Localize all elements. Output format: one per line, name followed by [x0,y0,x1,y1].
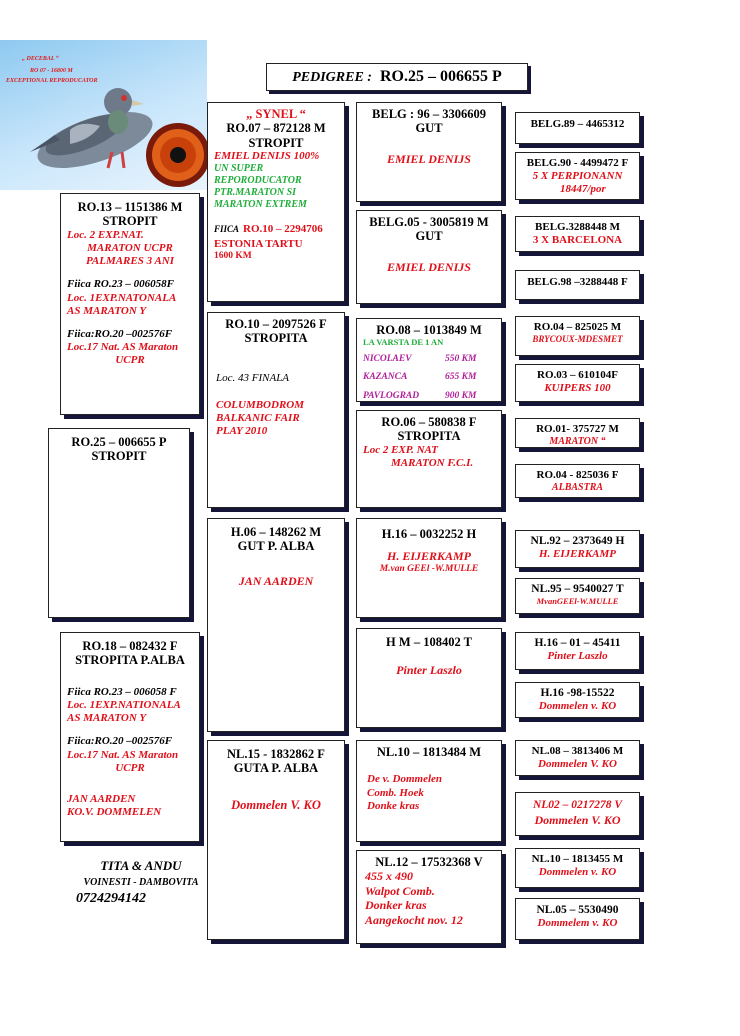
gen3-dss-card [356,518,502,618]
dam-card [60,632,200,842]
dam-note-6: UCPR [115,761,145,774]
ds-color: GUT P. ALBA [237,539,315,554]
gen3-ddd-card [356,850,502,944]
owner-info [66,858,216,907]
dd-ring: NL.15 - 1832862 F [227,747,325,761]
ss-ring: RO.07 – 872128 M [226,121,326,136]
photo-caption-name: „ DECEBAL “ [22,56,59,62]
ss-green-1: UN SUPER [214,163,264,175]
gen4-card-13 [515,740,640,776]
sds-race-2: KAZANCA 655 KM [363,372,477,383]
gen4-note-11: Pinter Laszlo [547,650,608,663]
ss-name: „ SYNEL “ [246,107,306,121]
gen3-sss-card [356,102,502,202]
title-label: PEDIGREE : [292,70,372,85]
dam-note-7: JAN AARDEN [67,792,136,805]
gen4-ring-9: NL.92 – 2373649 H [530,535,625,547]
ddd-note-1: 455 x 490 [365,869,413,884]
ddd-note-3: Donker kras [365,898,427,913]
sdd-note-1: Loc 2 EXP. NAT [363,443,438,456]
sire-color: STROPIT [102,214,158,229]
sds-race-1: NICOLAEV 550 KM [363,353,477,364]
gen4-ring-13: NL.08 – 3813406 M [531,745,624,757]
dds-ring: NL.10 – 1813484 M [376,745,482,759]
gen4-card-15 [515,848,640,888]
dam-note-1: Fiica RO.23 – 006058 F [67,685,177,698]
gen3-ssd-card [356,210,502,304]
dss-ring: H.16 – 0032252 H [381,527,477,541]
gen4-note-12: Dommelen v. KO [538,700,617,713]
dds-note-2: Comb. Hoek [367,786,424,799]
grandsire-maternal-card [207,518,345,732]
sds-race-3: PAVLOGRAD 900 KM [363,391,477,402]
subject-sex: STROPIT [91,449,147,464]
gen4-note-13: Dommelen V. KO [538,757,617,770]
dam-note-3: AS MARATON Y [67,712,147,725]
gen4-card-2 [515,152,640,200]
ss-note-2: ESTONIA TARTU [214,238,303,251]
gen4-ring-12: H.16 -98-15522 [540,687,615,699]
granddam-paternal-card [207,312,345,508]
gen4-note-14: Dommelen V. KO [534,812,621,827]
subject-card [48,428,190,618]
sdd-note-2: MARATON F.C.I. [391,456,474,469]
gen4-note-16: Dommelem v. KO [537,917,618,930]
gen4-ring-1: BELG.89 – 4465312 [530,118,625,130]
gen4-card-6 [515,364,640,402]
photo-caption-ring: RO 07 - 16800 M [30,68,73,74]
sire-note-1: Loc. 2 EXP.NAT. [67,228,144,241]
sd-color: STROPITA [244,331,308,346]
grandsire-paternal-card [207,102,345,302]
ddd-note-2: Walpot Comb. [365,883,435,898]
gen4-card-9 [515,530,640,568]
sire-card [60,193,200,415]
gen4-ring-14: NL02 – 0217278 V [532,799,623,811]
dam-ring: RO.18 – 082432 F [82,639,178,653]
gen4-ring-4: BELG.98 –3288448 F [527,276,628,288]
sss-note-1: EMIEL DENIJS [387,151,471,166]
sire-note-8: Loc.17 Nat. AS Maraton [67,341,179,354]
ss-green-4: MARATON EXTREM [214,199,307,211]
ss-note-3: 1600 KM [214,251,252,262]
dss-note-1: H. EIJERKAMP [386,549,472,564]
sire-note-6: AS MARATON Y [67,304,147,317]
dam-note-2: Loc. 1EXP.NATIONALA [67,698,181,711]
photo-caption-title: EXCEPTIONAL REPRODUCATOR [6,78,98,84]
sds-green-1: LA VARSTA DE 1 AN [363,337,444,348]
dam-note-8: KO.V. DOMMELEN [67,806,162,819]
gen4-ring-11: H.16 – 01 – 45411 [534,637,621,649]
gen4-ring-5: RO.04 – 825025 M [533,321,622,333]
ssd-note-1: EMIEL DENIJS [387,259,471,274]
sire-note-7: Fiica:RO.20 –002576F [67,327,173,340]
gen4-note-2a: 5 X PERPIONANN [532,169,623,182]
ssd-ring: BELG.05 - 3005819 M [369,215,489,229]
gen4-card-7 [515,418,640,448]
pigeon-photo [0,40,207,190]
gen3-sdd-card [356,410,502,508]
dds-note-1: De v. Dommelen [367,773,443,786]
ss-note-1: EMIEL DENIJS 100% [214,150,320,163]
gen4-ring-15: NL.10 – 1813455 M [531,853,624,865]
gen4-ring-16: NL.05 – 5530490 [536,904,619,916]
sire-ring: RO.13 – 1151386 M [77,200,183,214]
sd-note-1: Loc. 43 FINALA [216,371,290,384]
sss-ring: BELG : 96 – 3306609 [372,107,486,121]
gen4-card-1 [515,112,640,144]
gen4-note-7: MARATON “ [549,435,606,447]
gen4-note-15: Dommelen v. KO [538,865,617,878]
sds-ring: RO.08 – 1013849 M [376,323,482,337]
gen4-note-8: ALBASTRA [551,481,604,493]
gen4-card-12 [515,682,640,718]
gen4-card-11 [515,632,640,670]
ddd-ring: NL.12 – 17532368 V [375,855,483,869]
sd-note-3: BALKANIC FAIR [216,412,300,425]
gen4-ring-2: BELG.90 - 4499472 F [526,157,629,169]
dd-note-1: Dommelen V. KO [231,797,321,812]
gen4-card-5 [515,316,640,356]
gen4-note-3: 3 X BARCELONA [532,233,623,246]
sss-color: GUT [415,121,443,136]
dam-color: STROPITA P.ALBA [75,653,185,668]
sdd-color: STROPITA [397,429,461,444]
sire-note-2: MARATON UCPR [87,241,173,254]
ss-fiica-ring: RO.10 – 2294706 [243,223,323,236]
gen4-card-10 [515,578,640,614]
sd-ring: RO.10 – 2097526 F [225,317,327,331]
sd-note-2: COLUMBODROM [216,398,305,411]
sire-note-3: PALMARES 3 ANI [85,255,175,268]
dds-note-3: Donke kras [367,799,420,812]
gen4-ring-3: BELG.3288448 M [535,221,620,233]
sd-note-4: PLAY 2010 [216,425,268,438]
gen4-ring-10: NL.95 – 9540027 T [531,583,624,595]
ss-green-2: REPORODUCATOR [214,175,302,187]
title-ring: RO.25 – 006655 P [379,68,502,85]
gen4-card-16 [515,898,640,940]
ssd-color: GUT [415,229,443,244]
dam-note-5: Loc.17 Nat. AS Maraton [67,748,179,761]
sire-note-5: Loc. 1EXP.NATONALA [67,291,177,304]
sdd-ring: RO.06 – 580838 F [381,415,477,429]
granddam-maternal-card [207,740,345,940]
ss-green-3: PTR.MARATON SI [214,187,297,199]
dam-note-4: Fiica:RO.20 –002576F [67,735,173,748]
gen4-card-3 [515,216,640,252]
gen4-ring-8: RO.04 - 825036 F [536,469,619,481]
gen4-card-8 [515,464,640,498]
gen3-sds-card [356,318,502,402]
pigeon-image [0,40,207,190]
sire-note-4: Fiica RO.23 – 006058F [67,278,174,291]
owner-phone: 0724294142 [76,891,146,906]
owner-name: TITA & ANDU [100,858,182,873]
gen4-ring-7: RO.01- 375727 M [536,423,619,435]
gen3-dsd-card [356,628,502,728]
gen4-note-9: H. EIJERKAMP [538,548,617,561]
ss-color: STROPIT [248,135,304,150]
gen4-card-4 [515,270,640,300]
gen4-note-10: MvanGEEl-W.MULLE [536,596,619,607]
gen4-card-14 [515,792,640,836]
owner-place: VOINESTI - DAMBOVITA [83,877,199,888]
ddd-note-4: Aangekocht nov. 12 [365,912,463,927]
gen3-dds-card [356,740,502,842]
ss-fiica-label: FIICA [214,224,240,235]
gen4-ring-6: RO.03 – 610104F [537,369,618,381]
sire-note-9: UCPR [115,354,145,367]
dd-color: GUTA P. ALBA [233,761,319,776]
pedigree-title [266,63,528,91]
ds-note-1: JAN AARDEN [238,573,314,588]
dsd-ring: H M – 108402 T [386,635,472,649]
gen4-note-6: KUIPERS 100 [544,381,611,394]
subject-ring: RO.25 – 006655 P [71,435,167,449]
gen4-note-2b: 18447/por [560,182,606,195]
dsd-note-1: Pinter Laszlo [396,663,462,678]
gen4-note-5: BRYCOUX-MDESMET [532,333,623,344]
ds-ring: H.06 – 148262 M [230,525,322,539]
dss-note-2: M.van GEEl -W.MULLE [379,563,479,574]
